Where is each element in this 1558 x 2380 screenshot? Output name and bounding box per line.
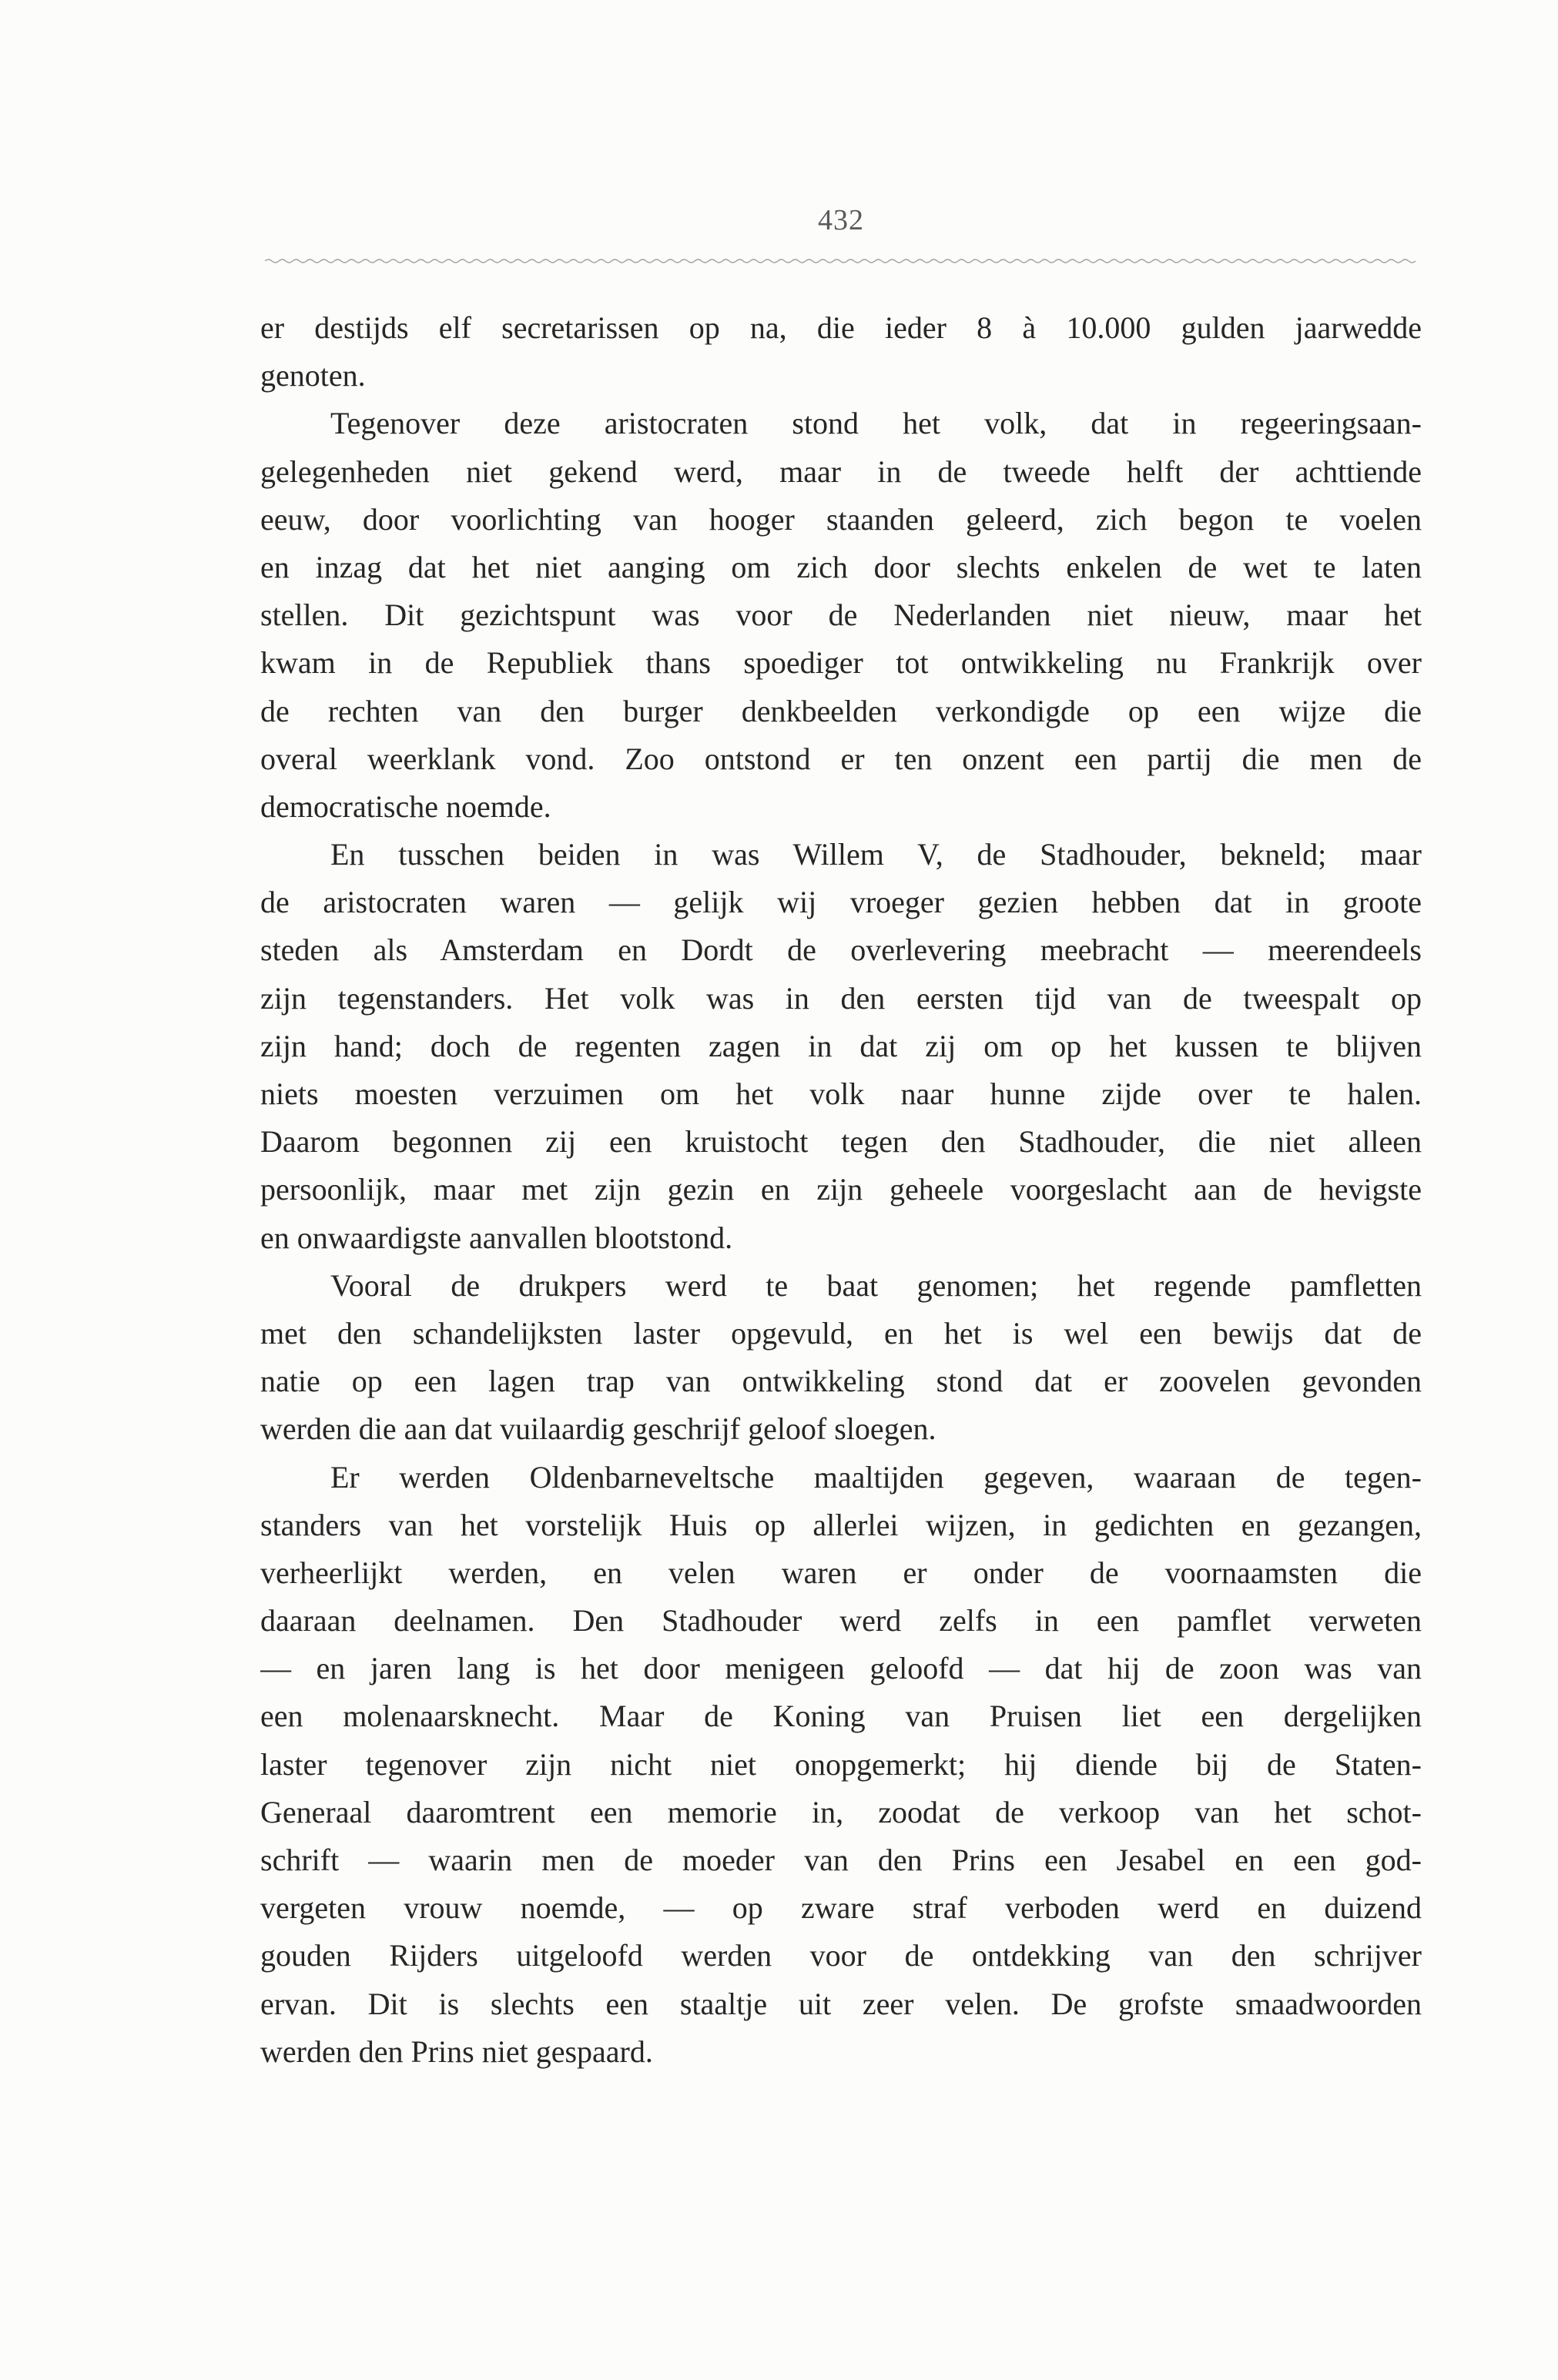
paragraph <box>260 1454 1422 2076</box>
paragraph <box>260 831 1422 1262</box>
text-line: En tusschen beiden in was Willem V, de Stadhouder, bekneld; maar <box>330 837 1422 872</box>
text-line: Vooral de drukpers werd te baat genomen; het regende pamfletten <box>330 1267 1422 1303</box>
text-line: laster tegenover zijn nicht niet onopgemerkt; hij diende bij de Staten- <box>260 1746 1422 1782</box>
text-line: gelegenheden niet gekend werd, maar in de tweede helft der achttiende <box>260 454 1422 489</box>
text-line: en onwaardigste aanvallen blootstond. <box>260 1220 733 1255</box>
text-line: overal weerklank vond. Zoo ontstond er ten onzent een partij die men de <box>260 741 1422 776</box>
text-line: een molenaarsknecht. Maar de Koning van Pruisen liet een dergelijken <box>260 1699 1422 1734</box>
text-line: persoonlijk, maar met zijn gezin en zijn geheele voorgeslacht aan de hevigste <box>260 1172 1422 1207</box>
text-line: zijn hand; doch de regenten zagen in dat zij om op het kussen te blijven <box>260 1028 1422 1063</box>
paragraph <box>260 304 1422 400</box>
text-line: en inzag dat het niet aanging om zich door slechts enkelen de wet te laten <box>260 549 1422 584</box>
text-line: verheerlijkt werden, en velen waren er onder de voornaamsten die <box>260 1555 1422 1590</box>
text-line: Tegenover deze aristocraten stond het volk, dat in regeeringsaan- <box>330 406 1422 441</box>
text-line: Er werden Oldenbarneveltsche maaltijden gegeven, waaraan de tegen- <box>330 1459 1422 1495</box>
text-line: stellen. Dit gezichtspunt was voor de Nederlanden niet nieuw, maar het <box>260 598 1422 633</box>
text-line: daaraan deelnamen. Den Stadhouder werd zelfs in een pamflet verweten <box>260 1603 1422 1639</box>
text-line: niets moesten verzuimen om het volk naar hunne zijde over te halen. <box>260 1076 1422 1111</box>
text-line: werden die aan dat vuilaardig geschrijf geloof sloegen. <box>260 1411 936 1447</box>
text-line: gouden Rijders uitgeloofd werden voor de ontdekking van den schrijver <box>260 1938 1422 1973</box>
text-line: zijn tegenstanders. Het volk was in den eersten tijd van de tweespalt op <box>260 980 1422 1016</box>
text-line: Generaal daaromtrent een memorie in, zoodat de verkoop van het schot- <box>260 1794 1422 1829</box>
text-line: Daarom begonnen zij een kruistocht tegen den Stadhouder, die niet alleen <box>260 1124 1422 1160</box>
body-text <box>260 304 1422 2076</box>
text-line: met den schandelijksten laster opgevuld, en het is wel een bewijs dat de <box>260 1315 1422 1351</box>
wave-line <box>265 259 1416 263</box>
text-line: — en jaren lang is het door menigeen geloofd — dat hij de zoon was van <box>260 1651 1422 1686</box>
paragraph <box>260 400 1422 831</box>
decorative-wavy-rule <box>265 256 1417 266</box>
text-line: de aristocraten waren — gelijk wij vroeger gezien hebben dat in groote <box>260 885 1422 920</box>
text-line: natie op een lagen trap van ontwikkeling stond dat er zoovelen gevonden <box>260 1364 1422 1399</box>
text-line: schrift — waarin men de moeder van den Prins een Jesabel en een god- <box>260 1843 1422 1877</box>
paragraph <box>260 1262 1422 1454</box>
text-line: vergeten vrouw noemde, — op zware straf verboden werd en duizend <box>260 1890 1422 1926</box>
page-number: 432 <box>818 204 864 236</box>
text-line: er destijds elf secretarissen op na, die ieder 8 à 10.000 gulden jaarwedde <box>260 310 1422 345</box>
text-line: eeuw, door voorlichting van hooger staanden geleerd, zich begon te voelen <box>260 501 1422 537</box>
text-line: ervan. Dit is slechts een staaltje uit zeer velen. De grofste smaadwoorden <box>260 1986 1422 2021</box>
text-line: democratische noemde. <box>260 788 551 824</box>
text-line: werden den Prins niet gespaard. <box>260 2034 653 2069</box>
text-line: genoten. <box>260 358 366 393</box>
text-line: steden als Amsterdam en Dordt de overlevering meebracht — meerendeels <box>260 932 1422 968</box>
text-line: kwam in de Republiek thans spoediger tot ontwikkeling nu Frankrijk over <box>260 645 1422 681</box>
text-line: standers van het vorstelijk Huis op allerlei wijzen, in gedichten en gezangen, <box>260 1507 1422 1542</box>
text-line: de rechten van den burger denkbeelden verkondigde op een wijze die <box>260 693 1422 728</box>
